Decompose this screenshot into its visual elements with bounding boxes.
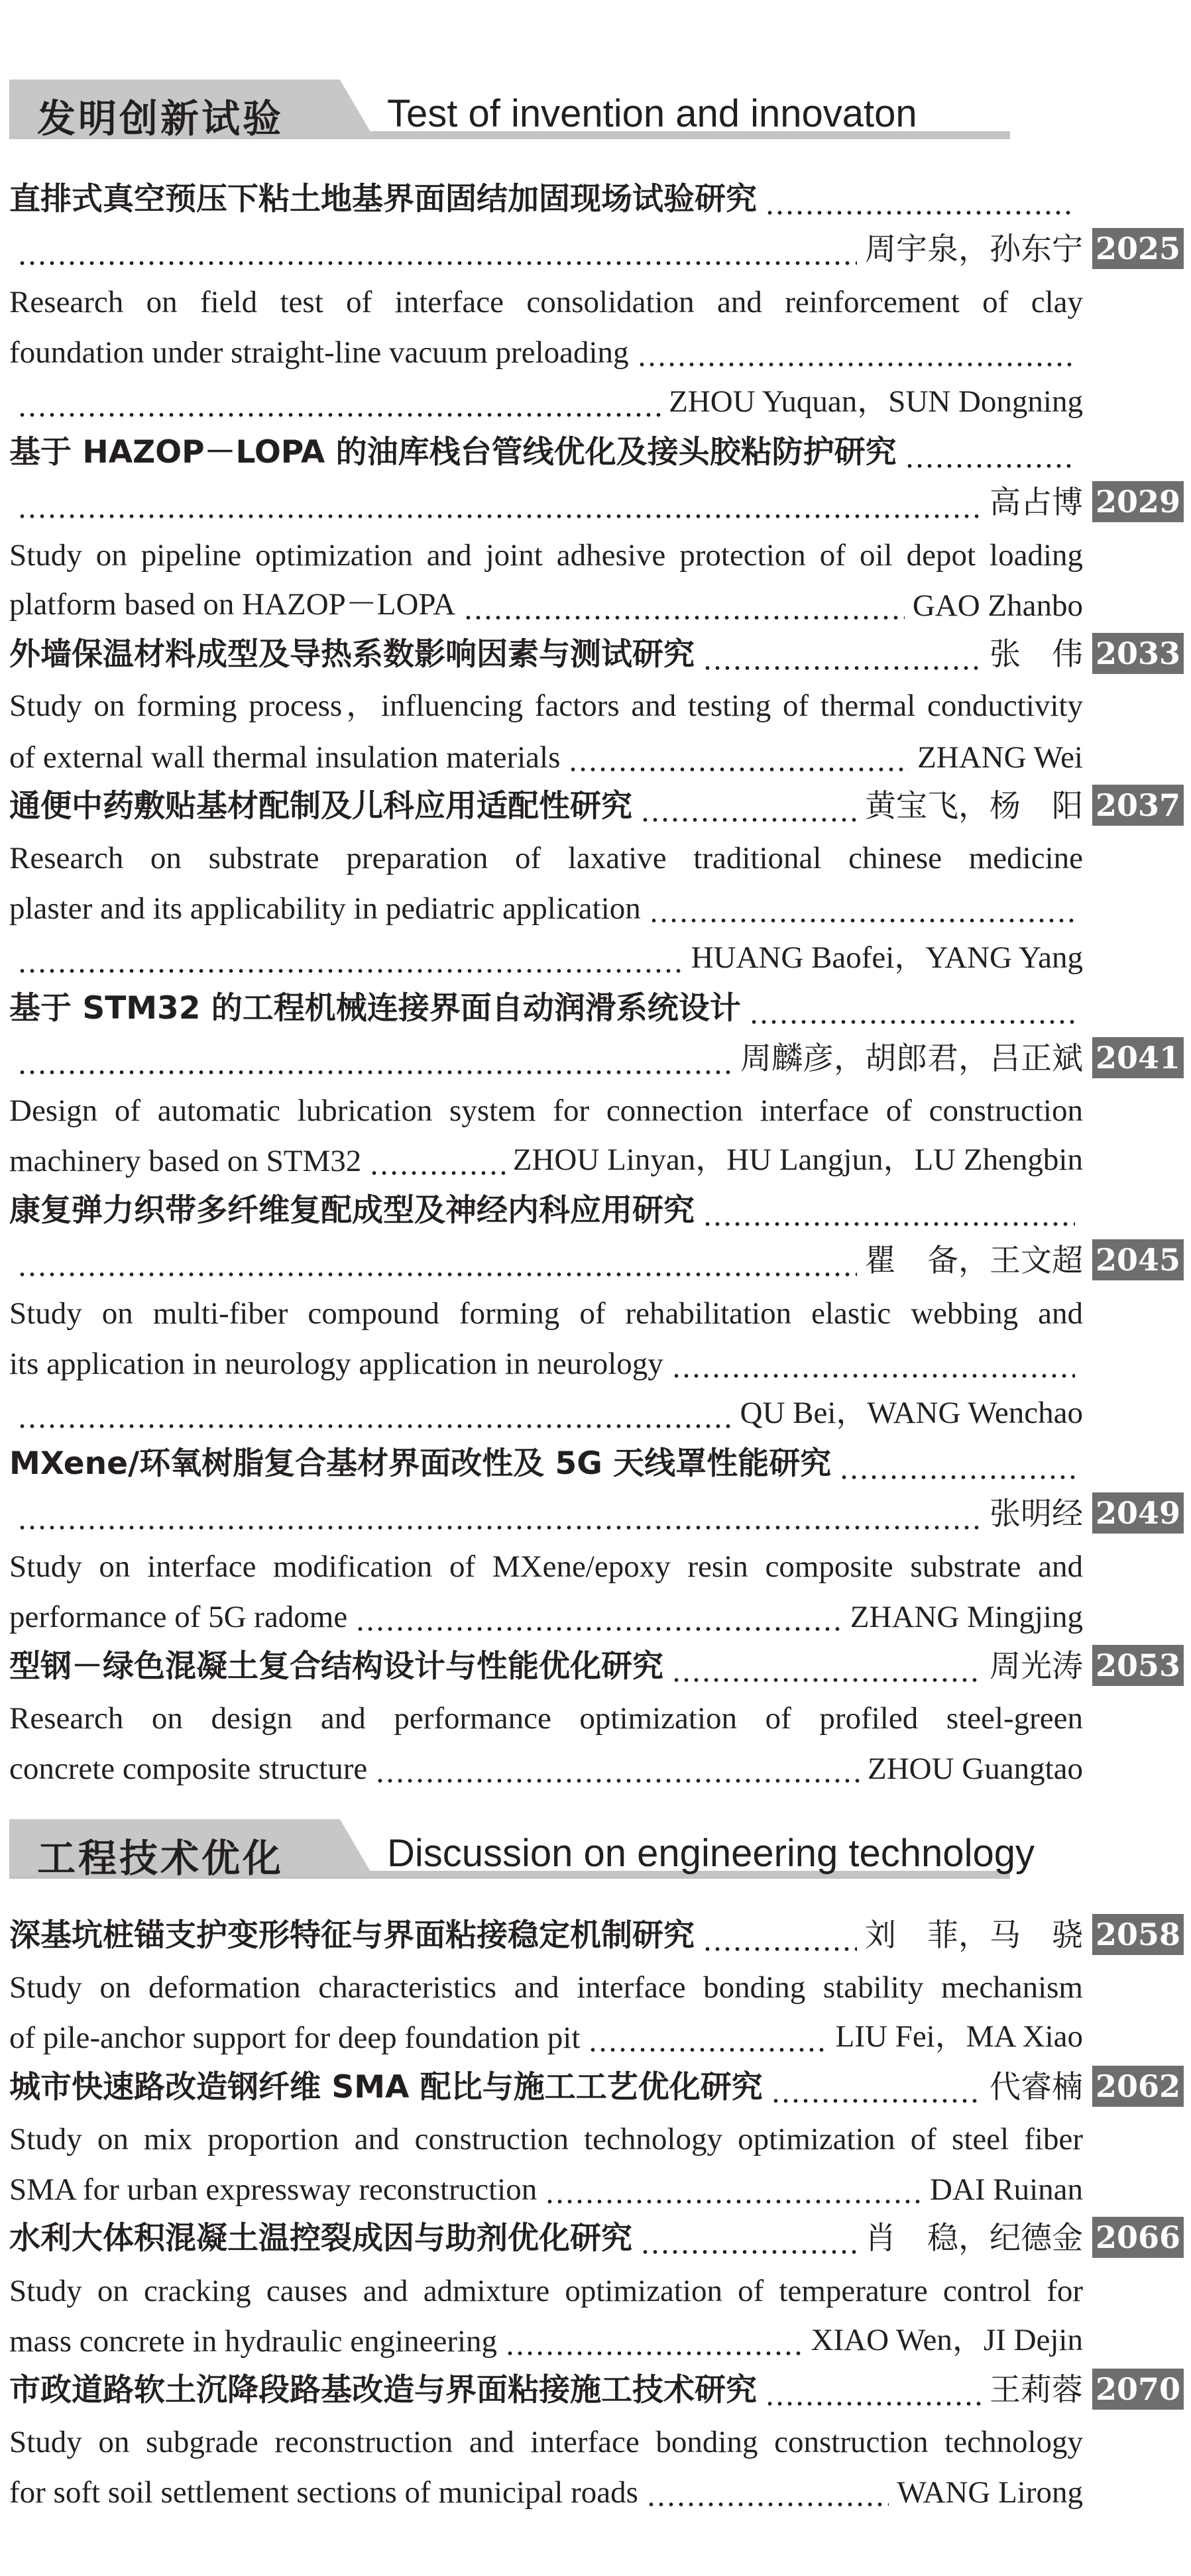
dot-leader — [588, 2025, 827, 2056]
page-number-badge[interactable]: 2053 — [1092, 1645, 1184, 1686]
toc-entry-authors-en: ZHOU Yuquan，SUN Dongning — [9, 370, 1083, 421]
toc-entry-title-en: of external wall thermal insulation materials ZHANG Wei — [9, 740, 1083, 775]
toc-entry-title-en: Design of automatic lubrication system for connection interface of construction — [9, 1093, 1083, 1128]
toc-entry-title-en: Study on pipeline optimization and joint adhesive protection of oil depot loading — [9, 538, 1083, 573]
toc-entry-title-en: mass concrete in hydraulic engineering XIAO Wen，JI Dejin — [9, 2323, 1083, 2359]
dot-leader — [671, 1655, 982, 1686]
toc-entry-authors-cn: 瞿 备，王文超 — [9, 1230, 1083, 1280]
toc-entry-title-en: for soft soil settlement sections of municipal roads WANG Lirong — [9, 2475, 1083, 2510]
page-number-badge[interactable]: 2066 — [1092, 2217, 1184, 2258]
dot-leader — [703, 644, 982, 674]
toc-entry-title-cn[interactable]: 基于 STM32 的工程机械连接界面自动润滑系统设计 — [9, 978, 1083, 1028]
toc-entry-authors-en: HUANG Baofei，YANG Yang — [9, 926, 1083, 977]
dot-leader — [355, 1604, 842, 1635]
toc-entry-title-en: performance of 5G radome ZHANG Mingjing — [9, 1600, 1083, 1634]
dot-leader — [749, 997, 1075, 1028]
toc-entry-title-en: machinery based on STM32 ZHOU Linyan，HU Langjun，LU Zhengbin — [9, 1143, 1083, 1178]
dot-leader — [17, 239, 857, 269]
page-number-badge[interactable]: 2041 — [1092, 1037, 1184, 1078]
toc-entry-title-cn[interactable]: 城市快速路改造钢纤维 SMA 配比与施工工艺优化研究 代睿楠 — [9, 2069, 1083, 2105]
dot-leader — [17, 390, 661, 421]
page-number-badge[interactable]: 2025 — [1092, 228, 1184, 269]
toc-entry-title-cn[interactable]: 康复弹力织带多纤维复配成型及神经内科应用研究 — [9, 1180, 1083, 1230]
toc-entry-title-en: Research on field test of interface consolidation and reinforcement of clay — [9, 285, 1083, 319]
toc-entry-title-en: Study on cracking causes and admixture optimization of temperature control for — [9, 2274, 1083, 2308]
dot-leader — [17, 492, 982, 522]
toc-entry-authors-cn: 高占博 — [9, 472, 1083, 522]
toc-entry-title-cn[interactable]: 通便中药敷贴基材配制及儿科应用适配性研究 黄宝飞，杨 阳 — [9, 788, 1083, 824]
dot-leader — [649, 896, 1075, 926]
page-number-badge[interactable]: 2070 — [1092, 2369, 1184, 2410]
toc-entry-title-cn[interactable]: 市政道路软土沉降段路基改造与界面粘接施工技术研究 王莉蓉 — [9, 2372, 1083, 2408]
toc-entry-title-en: Study on interface modification of MXene/epoxy resin composite substrate and — [9, 1549, 1083, 1584]
toc-entry-authors-en: QU Bei，WANG Wenchao — [9, 1382, 1083, 1432]
page-number-badge[interactable]: 2037 — [1092, 785, 1184, 826]
toc-entry-title-en: concrete composite structure ZHOU Guangtao — [9, 1752, 1083, 1786]
dot-leader — [905, 441, 1075, 472]
toc-entry-authors-cn: 周宇泉，孙东宁 — [9, 219, 1083, 269]
page-number-badge[interactable]: 2058 — [1092, 1914, 1184, 1955]
section-title-cn: 工程技术优化 — [37, 1836, 284, 1881]
section-title-cn: 发明创新试验 — [37, 96, 284, 141]
toc-entry-title-cn[interactable]: 深基坑桩锚支护变形特征与界面粘接稳定机制研究 刘 菲，马 骁 — [9, 1917, 1083, 1954]
toc-entry-title-cn[interactable]: 外墙保温材料成型及导热系数影响因素与测试研究 张 伟 — [9, 636, 1083, 673]
toc-entry-title-en: Research on substrate preparation of laxative traditional chinese medicine — [9, 841, 1083, 875]
dot-leader — [671, 1351, 1075, 1382]
toc-entry-title-cn[interactable]: MXene/环氧树脂复合基材界面改性及 5G 天线罩性能研究 — [9, 1433, 1083, 1483]
section-header-invention — [9, 80, 1010, 143]
toc-entry-title-en: plaster and its applicability in pediatric application — [9, 876, 1083, 926]
toc-entry-title-en: SMA for urban expressway reconstruction DAI Ruinan — [9, 2172, 1083, 2207]
section-title-en: Test of invention and innovaton — [387, 92, 917, 135]
toc-entry-title-en: Study on subgrade reconstruction and interface bonding construction technology — [9, 2425, 1083, 2459]
toc-entry-title-cn[interactable]: 型钢－绿色混凝土复合结构设计与性能优化研究 周光涛 — [9, 1648, 1083, 1685]
toc-entry-title-cn[interactable]: 直排式真空预压下粘土地基界面固结加固现场试验研究 — [9, 168, 1083, 219]
page-number-badge[interactable]: 2045 — [1092, 1239, 1184, 1280]
dot-leader — [375, 1756, 860, 1787]
toc-entry-title-en: Study on deformation characteristics and interface bonding stability mechanism — [9, 1970, 1083, 2005]
dot-leader — [369, 1148, 505, 1179]
dot-leader — [463, 593, 905, 624]
toc-entry-authors-cn: 张明经 — [9, 1483, 1083, 1534]
dot-leader — [765, 188, 1075, 219]
toc-entry-title-cn[interactable]: 基于 HAZOP－LOPA 的油库栈台管线优化及接头胶粘防护研究 — [9, 421, 1083, 472]
toc-entry-title-en: Study on mix proportion and construction technology optimization of steel fiber — [9, 2122, 1083, 2156]
dot-leader — [637, 340, 1075, 370]
dot-leader — [17, 946, 683, 977]
dot-leader — [640, 795, 857, 826]
dot-leader — [765, 2379, 982, 2410]
toc-entry-title-en: foundation under straight-line vacuum preloading — [9, 320, 1083, 370]
dot-leader — [17, 1503, 982, 1534]
dot-leader — [640, 2227, 857, 2258]
dot-leader — [17, 1048, 732, 1078]
toc-entry-title-en: Research on design and performance optimization of profiled steel-green — [9, 1701, 1083, 1736]
toc-entry-title-cn[interactable]: 水利大体积混凝土温控裂成因与助剂优化研究 肖 稳，纪德金 — [9, 2220, 1083, 2257]
dot-leader — [545, 2177, 922, 2208]
page-number-badge[interactable]: 2029 — [1092, 481, 1184, 522]
section-header-engineering — [9, 1819, 1035, 1883]
toc-entry-title-en: platform based on HAZOP－LOPA GAO Zhanbo — [9, 587, 1083, 623]
dot-leader — [771, 2076, 982, 2107]
toc-entry-title-en: of pile-anchor support for deep foundation pit LIU Fei，MA Xiao — [9, 2019, 1083, 2055]
toc-entry-authors-cn: 周麟彦，胡郎君，吕正斌 — [9, 1028, 1083, 1078]
section-title-en: Discussion on engineering technology — [387, 1832, 1035, 1875]
dot-leader — [568, 745, 909, 775]
dot-leader — [839, 1453, 1075, 1483]
page-number-badge[interactable]: 2062 — [1092, 2066, 1184, 2107]
toc-entry-title-en: Study on forming process，influencing factors and testing of thermal conductivity — [9, 689, 1083, 723]
dot-leader — [17, 1402, 732, 1432]
dot-leader — [703, 1925, 857, 1955]
toc-entry-title-en: its application in neurology application in neurology — [9, 1331, 1083, 1382]
toc-entry-title-en: Study on multi-fiber compound forming of rehabilitation elastic webbing and — [9, 1296, 1083, 1331]
page-number-badge[interactable]: 2033 — [1092, 633, 1184, 674]
dot-leader — [505, 2329, 803, 2359]
dot-leader — [646, 2480, 889, 2510]
dot-leader — [703, 1200, 1075, 1230]
page-number-badge[interactable]: 2049 — [1092, 1492, 1184, 1534]
dot-leader — [17, 1250, 857, 1280]
